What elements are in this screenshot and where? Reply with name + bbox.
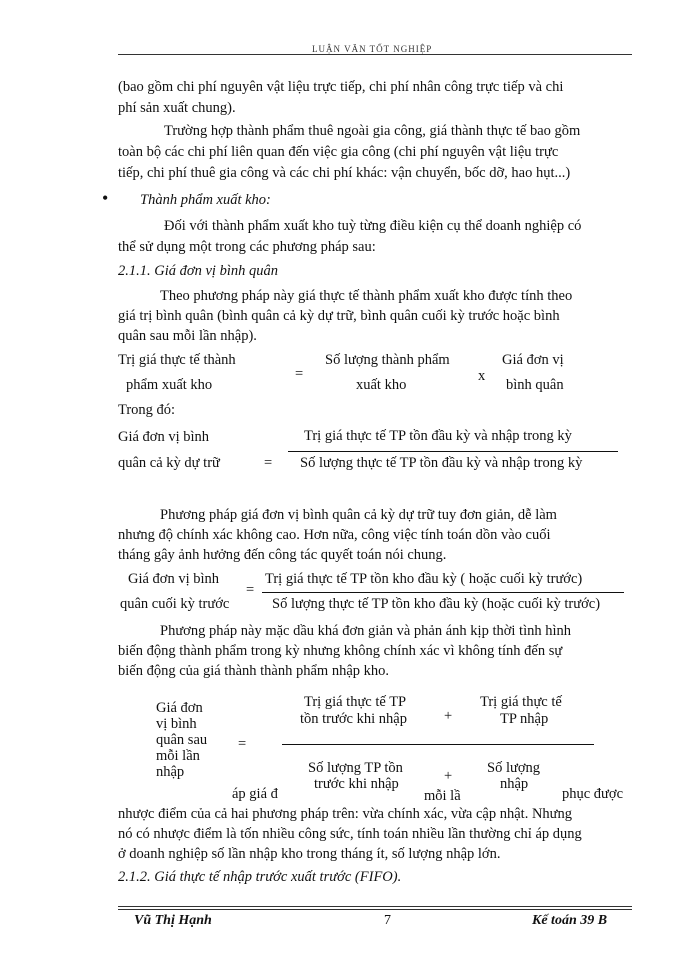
formula4-den-a-line2: trước khi nhập — [314, 776, 399, 792]
formula1-times: x — [478, 368, 486, 384]
para5-line1: Phương pháp giá đơn vị bình quân cả kỳ dự trữ tuy đơn giản, dễ làm — [160, 507, 557, 523]
formula3-fraction-bar — [262, 592, 624, 593]
overlap-fragment-2: mỗi lầ — [424, 788, 461, 804]
formula2-equals: = — [264, 455, 273, 471]
header-title: LUẬN VĂN TỐT NGHIỆP — [312, 44, 433, 54]
bullet-heading: Thành phẩm xuất kho: — [140, 192, 271, 208]
formula2-denominator: Số lượng thực tế TP tồn đầu kỳ và nhập trong kỳ — [300, 455, 583, 471]
formula2-left-line2: quân cả kỳ dự trữ — [118, 455, 220, 471]
formula3-left-line2: quân cuối kỳ trước — [120, 596, 230, 612]
footer-rule-top — [118, 906, 632, 907]
para2-line1: Trường hợp thành phẩm thuê ngoài gia công, giá thành thực tế bao gồm — [164, 123, 581, 139]
formula3-left-line1: Giá đơn vị bình — [128, 571, 220, 587]
trong-do-label: Trong đó: — [118, 402, 176, 418]
formula2-numerator: Trị giá thực tế TP tồn đầu kỳ và nhập trong kỳ — [304, 428, 572, 444]
formula4-den-b-line1: Số lượng — [487, 760, 540, 776]
formula4-num-b-line1: Trị giá thực tế — [480, 694, 562, 710]
footer-class: Kế toán 39 B — [532, 913, 608, 928]
section-heading-212: 2.1.2. Giá thực tế nhập trước xuất trước (FIFO). — [118, 869, 402, 885]
para2-line3: tiếp, chi phí thuê gia công và các chi phí khác: vận chuyển, bốc dỡ, hao hụt...) — [118, 165, 571, 181]
formula4-den-plus: + — [444, 768, 453, 784]
formula2-fraction-bar — [288, 451, 618, 452]
para7-line1: nhược điểm của cả hai phương pháp trên: vừa chính xác, vừa cập nhật. Nhưng — [118, 806, 573, 822]
formula4-equals: = — [238, 736, 247, 752]
para6-line3: biến động của giá thành thành phẩm nhập kho. — [118, 663, 390, 679]
footer-page-number: 7 — [384, 913, 391, 928]
para5-line2: nhưng độ chính xác không cao. Hơn nữa, công việc tính toán dồn vào cuối — [118, 527, 551, 543]
bullet-symbol: • — [102, 188, 109, 208]
para4-line2: giá trị bình quân (bình quân cả kỳ dự trữ, bình quân cuối kỳ trước hoặc bình — [118, 308, 560, 324]
formula4-num-plus: + — [444, 708, 453, 724]
formula3-denominator: Số lượng thực tế TP tồn kho đầu kỳ (hoặc cuối kỳ trước) — [272, 596, 601, 612]
formula4-num-a-line2: tồn trước khi nhập — [300, 711, 407, 727]
formula4-num-b-line2: TP nhập — [500, 711, 549, 727]
formula4-den-a-line1: Số lượng TP tồn — [308, 760, 403, 776]
para5-line3: tháng gây ảnh hưởng đến công tác quyết toán nói chung. — [118, 547, 447, 563]
para4-line3: quân sau mỗi lần nhập). — [118, 328, 257, 344]
formula4-left-line1: Giá đơn — [156, 700, 203, 716]
para1-line1: (bao gồm chi phí nguyên vật liệu trực tiếp, chi phí nhân công trực tiếp và chi — [118, 79, 564, 95]
formula4-left-line4: mỗi lần — [156, 748, 200, 764]
para6-line2: biến động thành phẩm trong kỳ nhưng không chính xác vì không tính đến sự — [118, 643, 563, 659]
formula1-right-line2: bình quân — [506, 377, 564, 393]
formula3-equals: = — [246, 582, 255, 598]
formula4-fraction-bar — [282, 744, 594, 745]
formula4-den-b-line2: nhập — [500, 776, 529, 792]
footer-author: Vũ Thị Hạnh — [134, 913, 212, 928]
formula4-left-line2: vị bình — [156, 716, 197, 732]
formula4-num-a-line1: Trị giá thực tế TP — [304, 694, 407, 710]
para6-line1: Phương pháp này mặc dầu khá đơn giản và phản ánh kịp thời tình hình — [160, 623, 572, 639]
para7-line3: ở doanh nghiệp số lần nhập kho trong tháng ít, số lượng nhập lớn. — [118, 846, 501, 862]
section-heading-211: 2.1.1. Giá đơn vị bình quân — [118, 263, 278, 279]
para4-line1: Theo phương pháp này giá thực tế thành phẩm xuất kho được tính theo — [160, 288, 573, 304]
overlap-fragment-1: áp giá đ — [232, 786, 278, 802]
para3-line1: Đối với thành phẩm xuất kho tuỳ từng điều kiện cụ thể doanh nghiệp có — [164, 218, 582, 234]
formula3-numerator: Trị giá thực tế TP tồn kho đầu kỳ ( hoặc cuối kỳ trước) — [265, 571, 583, 587]
overlap-fragment-3: phục được — [562, 786, 624, 802]
formula2-left-line1: Giá đơn vị bình — [118, 429, 210, 445]
footer-rule-bottom — [118, 909, 632, 910]
para7-line2: nó có nhược điểm là tốn nhiều công sức, tính toán nhiều lần thường chỉ áp dụng — [118, 826, 582, 842]
formula4-left-line5: nhập — [156, 764, 185, 780]
header-rule — [118, 54, 632, 55]
formula4-left-line3: quân sau — [156, 732, 208, 748]
formula1-equals: = — [295, 366, 304, 382]
formula1-left-line1: Trị giá thực tế thành — [118, 352, 236, 368]
para1-line2: phí sản xuất chung). — [118, 100, 236, 116]
para2-line2: toàn bộ các chi phí liên quan đến việc gia công (chi phí nguyên vật liệu trực — [118, 144, 559, 160]
para3-line2: thể sử dụng một trong các phương pháp sau: — [118, 239, 376, 255]
formula1-mid-line2: xuất kho — [356, 377, 407, 393]
formula1-left-line2: phẩm xuất kho — [126, 377, 213, 393]
formula1-mid-line1: Số lượng thành phẩm — [325, 352, 450, 368]
formula1-right-line1: Giá đơn vị — [502, 352, 564, 368]
